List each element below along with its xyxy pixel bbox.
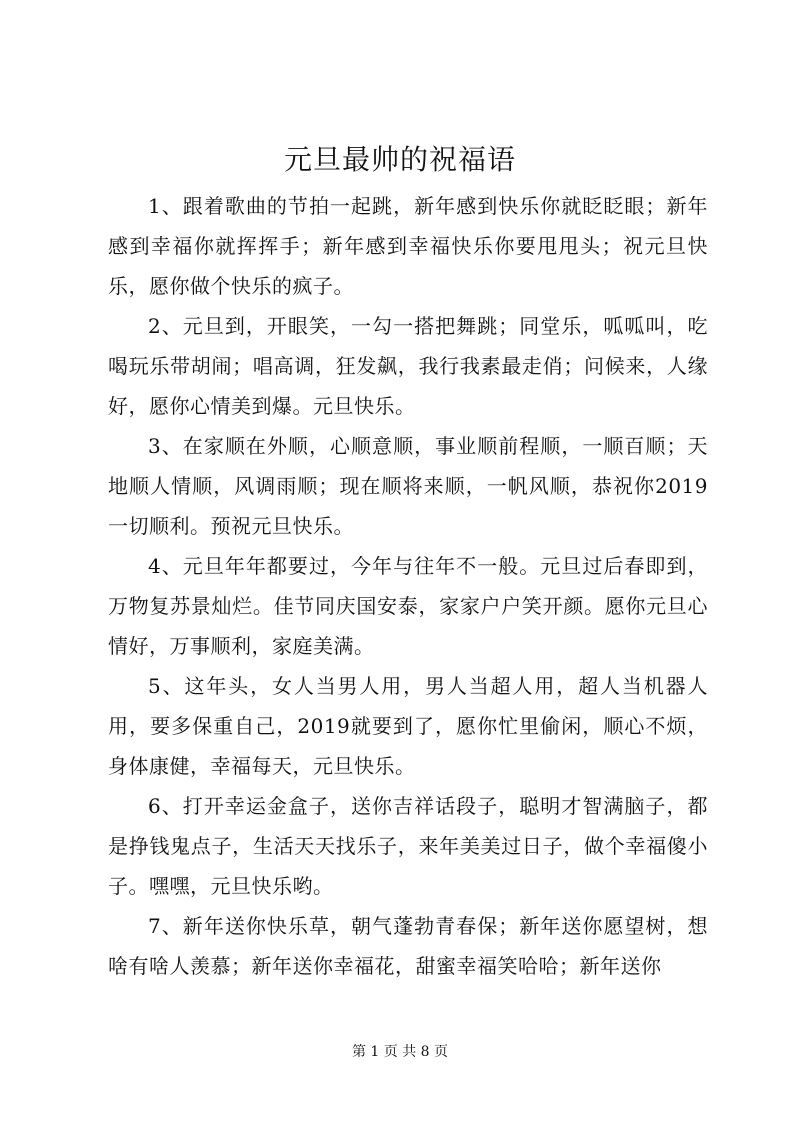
document-body bbox=[108, 186, 708, 986]
paragraph-1: 1、跟着歌曲的节拍一起跳，新年感到快乐你就眨眨眼；新年感到幸福你就挥挥手；新年感到幸福快乐你要甩甩头；祝元旦快乐，愿你做个快乐的疯子。 bbox=[108, 194, 708, 298]
paragraph-2: 2、元旦到，开眼笑，一勾一搭把舞跳；同堂乐，呱呱叫，吃喝玩乐带胡闹；唱高调，狂发飙，我行我素最走俏；问候来，人缘好，愿你心情美到爆。元旦快乐。 bbox=[108, 314, 708, 418]
paragraph-4: 4、元旦年年都要过，今年与往年不一般。元旦过后春即到，万物复苏景灿烂。佳节同庆国安泰，家家户户笑开颜。愿你元旦心情好，万事顺利，家庭美满。 bbox=[108, 554, 708, 658]
paragraph-5: 5、这年头，女人当男人用，男人当超人用，超人当机器人用，要多保重自己，2019就要到了，愿你忙里偷闲，顺心不烦，身体康健，幸福每天，元旦快乐。 bbox=[108, 674, 708, 778]
paragraph-7: 7、新年送你快乐草，朝气蓬勃青春保；新年送你愿望树，想啥有啥人羡慕；新年送你幸福花，甜蜜幸福笑哈哈；新年送你 bbox=[108, 914, 708, 978]
page-footer: 第 1 页 共 8 页 bbox=[351, 1044, 449, 1060]
paragraph-6: 6、打开幸运金盒子，送你吉祥话段子，聪明才智满脑子，都是挣钱鬼点子，生活天天找乐子，来年美美过日子，做个幸福傻小子。嘿嘿，元旦快乐哟。 bbox=[108, 794, 708, 898]
paragraph-3: 3、在家顺在外顺，心顺意顺，事业顺前程顺，一顺百顺；天地顺人情顺，风调雨顺；现在顺将来顺，一帆风顺，恭祝你2019一切顺利。预祝元旦快乐。 bbox=[108, 434, 708, 538]
document-title: 元旦最帅的祝福语 bbox=[283, 143, 516, 176]
